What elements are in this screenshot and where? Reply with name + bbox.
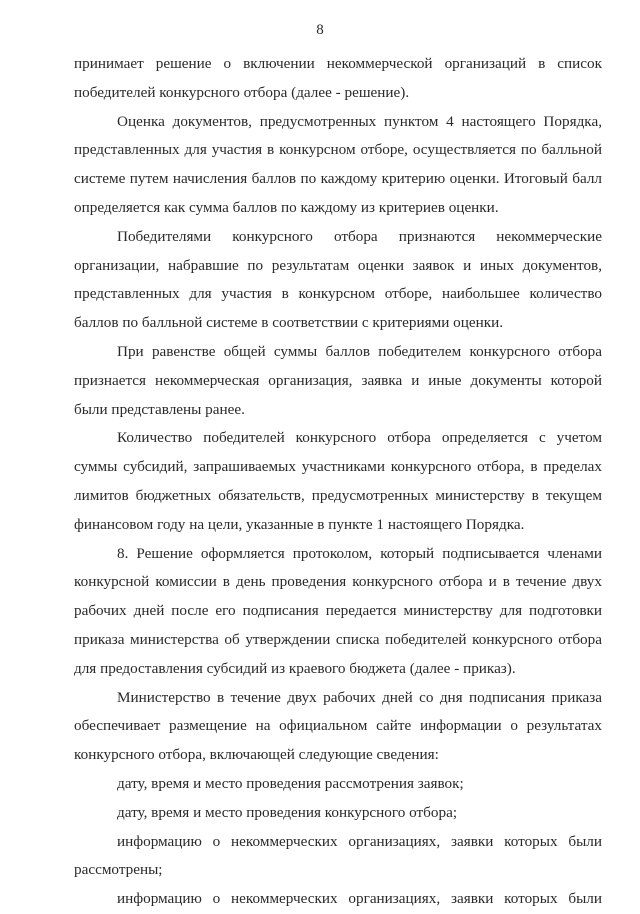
- list-item: дату, время и место проведения конкурсного отбора;: [117, 803, 458, 821]
- list-item: информацию о некоммерческих организациях, заявки которых были: [117, 890, 602, 908]
- paragraph: Оценка документов, предусмотренных пунктом 4 настоящего Порядка, представленных для участия в конкурсном отборе, осуществляется по балльной системе путем начисления баллов по каждому критерию оценки. Итоговый балл определяется как сумма баллов по каждому из критериев оценки.: [74, 112, 602, 216]
- document-body: [74, 50, 602, 914]
- paragraph: Количество победителей конкурсного отбора определяется с учетом суммы субсидий, запрашиваемых участниками конкурсного отбора, в пределах лимитов бюджетных обязательств, предусмотренных министерству в текущем финансовом году на цели, указанные в пункте 1 настоящего Порядка.: [74, 429, 602, 533]
- paragraph: Министерство в течение двух рабочих дней со дня подписания приказа обеспечивает размещение на официальном сайте информации о результатах конкурсного отбора, включающей следующие сведения:: [74, 688, 602, 764]
- paragraph: принимает решение о включении некоммерческой организаций в список победителей конкурсного отбора (далее - решение).: [74, 55, 602, 101]
- paragraph: При равенстве общей суммы баллов победителем конкурсного отбора признается некоммерческая организация, заявка и иные документы которой были представлены ранее.: [74, 342, 602, 418]
- paragraph: 8. Решение оформляется протоколом, который подписывается членами конкурсной комиссии в день проведения конкурсного отбора и в течение двух рабочих дней после его подписания передается министерству для подготовки приказа министерства об утверждении списка победителей конкурсного отбора для предоставления субсидий из краевого бюджета (далее - приказ).: [74, 544, 602, 677]
- paragraph: Победителями конкурсного отбора признаются некоммерческие организации, набравшие по результатам оценки заявок и иных документов, представленных для участия в конкурсном отборе, наибольшее количество баллов по балльной системе в соответствии с критериями оценки.: [74, 227, 602, 332]
- list-item: информацию о некоммерческих организациях, заявки которых были рассмотрены;: [74, 832, 602, 879]
- list-item: дату, время и место проведения рассмотрения заявок;: [117, 774, 464, 792]
- page-number: 8: [316, 22, 324, 38]
